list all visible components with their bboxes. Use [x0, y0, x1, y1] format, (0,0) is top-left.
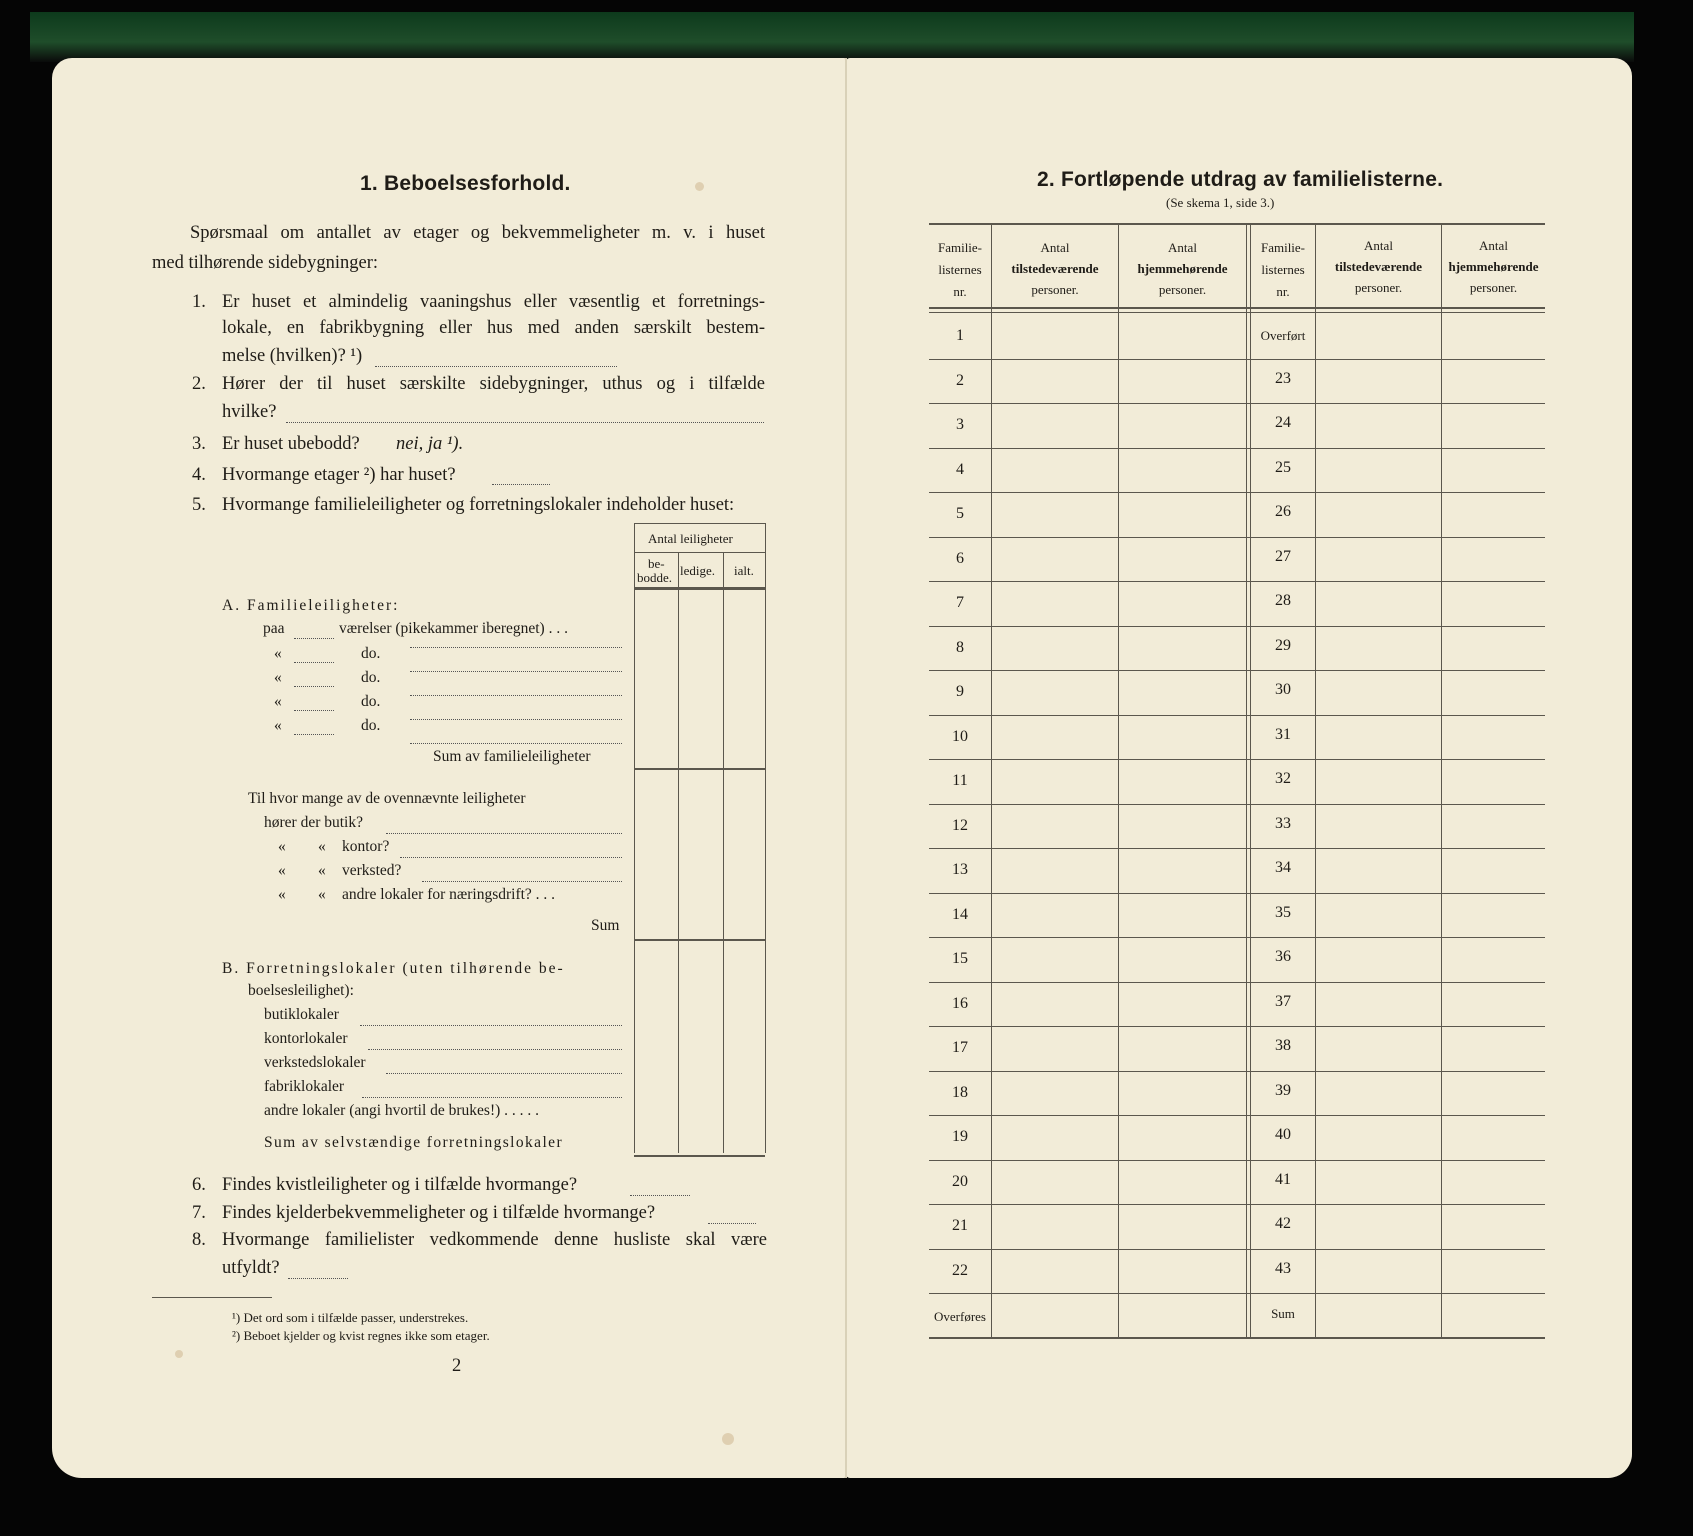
ditto-text: do.	[361, 645, 381, 662]
answer-line[interactable]	[375, 352, 617, 367]
count-cell-home[interactable]	[1119, 1026, 1246, 1071]
business-item: fabriklokaler	[264, 1078, 345, 1095]
answer-line[interactable]	[492, 470, 550, 485]
business-item: kontorlokaler	[264, 1030, 348, 1047]
family-list-number: 16	[952, 995, 968, 1012]
col-header-home: Antal	[1479, 238, 1508, 253]
family-list-number: 24	[1275, 414, 1291, 431]
count-cell-present[interactable]	[1316, 848, 1441, 893]
family-list-number: 30	[1275, 681, 1291, 698]
family-list-number: 29	[1275, 637, 1291, 654]
intro-line: Spørsmaal om antallet av etager og bekvemmeligheter m. v. i huset	[190, 223, 765, 243]
question-8-text: Hvormange familielister vedkommende denne husliste skal være	[222, 1230, 767, 1250]
family-list-number: 13	[952, 861, 968, 878]
count-cell-home[interactable]	[1442, 1071, 1545, 1116]
table-col-header: be-	[648, 556, 665, 571]
count-cell-present[interactable]	[992, 403, 1118, 448]
ditto-mark: «	[274, 717, 282, 734]
family-list-number: 40	[1275, 1126, 1291, 1143]
family-list-number: 21	[952, 1217, 968, 1234]
count-cell-home[interactable]	[1119, 359, 1246, 404]
footnote-divider	[152, 1297, 272, 1298]
sum-label: Sum	[1271, 1306, 1295, 1321]
family-list-number: 2	[956, 372, 964, 389]
sum-label: Sum	[591, 917, 620, 934]
answer-line[interactable]	[288, 1264, 348, 1279]
count-cell-home[interactable]	[1119, 893, 1246, 938]
family-list-number: 41	[1275, 1171, 1291, 1188]
col-header-present: tilstedeværende	[1011, 261, 1099, 276]
count-cell-home[interactable]	[1442, 1204, 1545, 1249]
question-4-text: Hvormange etager ²) har huset?	[222, 465, 456, 485]
answer-line[interactable]	[708, 1209, 756, 1224]
family-list-number: 20	[952, 1173, 968, 1190]
count-cell-present[interactable]	[992, 937, 1118, 982]
count-cell-home[interactable]	[1119, 982, 1246, 1027]
family-list-number: 15	[952, 950, 968, 967]
question-number: 8.	[192, 1230, 206, 1250]
count-cell-present[interactable]	[1316, 1026, 1441, 1071]
count-cell-present[interactable]	[1316, 804, 1441, 849]
count-cell-present[interactable]	[992, 314, 1118, 359]
paper-stain	[722, 1433, 734, 1445]
count-cell-present[interactable]	[1316, 937, 1441, 982]
ditto-text: do.	[361, 717, 381, 734]
col-header-home: hjemmehørende	[1448, 259, 1539, 274]
count-cell-home[interactable]	[1119, 537, 1246, 582]
section-b-heading: boelsesleilighet):	[248, 982, 354, 999]
count-cell-present[interactable]	[992, 359, 1118, 404]
count-cell-home[interactable]	[1119, 848, 1246, 893]
count-cell-home[interactable]	[1442, 1249, 1545, 1294]
family-list-number: 17	[952, 1039, 968, 1056]
count-cell-home[interactable]	[1442, 982, 1545, 1027]
family-list-number: 35	[1275, 904, 1291, 921]
ditto-mark: «	[274, 693, 282, 710]
count-cell-home[interactable]	[1442, 537, 1545, 582]
count-cell-present[interactable]	[992, 1026, 1118, 1071]
count-cell-home[interactable]	[1119, 937, 1246, 982]
family-list-number: Overført	[1260, 328, 1306, 343]
question-number: 5.	[192, 495, 206, 515]
count-cell-present[interactable]	[1316, 448, 1441, 493]
page-fold	[845, 58, 847, 1478]
question-number: 6.	[192, 1175, 206, 1195]
family-list-number: 34	[1275, 859, 1291, 876]
question-7-text: Findes kjelderbekvemmeligheter og i tilfælde hvormange?	[222, 1203, 656, 1223]
count-cell-present[interactable]	[992, 448, 1118, 493]
section-b-heading: B. Forretningslokaler (uten tilhørende be-	[222, 960, 565, 977]
shop-label: andre lokaler for næringsdrift? . . .	[342, 886, 556, 903]
count-cell-present[interactable]	[1316, 1204, 1441, 1249]
count-cell-home[interactable]	[1442, 314, 1545, 359]
count-cell-present[interactable]	[992, 804, 1118, 849]
count-cell-home[interactable]	[1442, 670, 1545, 715]
count-cell-present[interactable]	[1316, 759, 1441, 804]
footnote: ²) Beboet kjelder og kvist regnes ikke som etager.	[232, 1328, 490, 1343]
table-col-header: bodde.	[637, 570, 673, 585]
col-header-present: Antal	[1364, 238, 1393, 253]
family-list-number: 31	[1275, 726, 1291, 743]
count-cell-home[interactable]	[1119, 1115, 1246, 1160]
family-list-number: 23	[1275, 370, 1291, 387]
count-cell-present[interactable]	[992, 982, 1118, 1027]
ditto-mark: «	[278, 862, 286, 879]
family-list-number: 28	[1275, 592, 1291, 609]
question-3-options[interactable]: nei, ja ¹).	[396, 434, 464, 454]
question-2-text: hvilke?	[222, 402, 277, 422]
question-number: 3.	[192, 434, 206, 454]
col-header-present: personer.	[1031, 282, 1079, 297]
count-cell-home[interactable]	[1442, 804, 1545, 849]
count-cell-present[interactable]	[992, 626, 1118, 671]
family-list-number: 26	[1275, 503, 1291, 520]
family-list-number: 27	[1275, 548, 1291, 565]
count-cell-home[interactable]	[1119, 314, 1246, 359]
count-cell-home[interactable]	[1442, 1115, 1545, 1160]
ditto-text: do.	[361, 669, 381, 686]
col-header-nr: Familie-	[937, 240, 983, 255]
count-cell-home[interactable]	[1119, 1249, 1246, 1294]
count-cell-present[interactable]	[992, 1071, 1118, 1116]
count-cell-home[interactable]	[1119, 581, 1246, 626]
family-list-number: 42	[1275, 1215, 1291, 1232]
count-cell-home[interactable]	[1442, 492, 1545, 537]
family-list-number: 22	[952, 1262, 968, 1279]
count-cell-present[interactable]	[1316, 670, 1441, 715]
question-number: 4.	[192, 465, 206, 485]
count-cell-present[interactable]	[992, 715, 1118, 760]
business-item: andre lokaler (angi hvortil de brukes!) . . . . .	[264, 1102, 540, 1119]
count-cell-present[interactable]	[992, 581, 1118, 626]
question-number: 7.	[192, 1203, 206, 1223]
count-cell-home[interactable]	[1119, 626, 1246, 671]
family-list-number: 33	[1275, 815, 1291, 832]
family-list-number: 39	[1275, 1082, 1291, 1099]
family-list-number: 14	[952, 906, 968, 923]
shop-label: kontor?	[342, 838, 390, 855]
col-header-nr: Familie-	[1260, 240, 1306, 255]
family-list-number: 12	[952, 817, 968, 834]
count-cell-home[interactable]	[1442, 759, 1545, 804]
family-list-number: 38	[1275, 1037, 1291, 1054]
count-cell-home[interactable]	[1119, 715, 1246, 760]
section-title-family-lists: 2. Fortløpende utdrag av familielisterne.	[1037, 168, 1444, 191]
family-list-number: 5	[956, 505, 964, 522]
answer-line[interactable]	[630, 1181, 690, 1196]
count-cell-present[interactable]	[1316, 1115, 1441, 1160]
count-cell-present[interactable]	[1316, 1160, 1441, 1205]
family-list-number: 3	[956, 416, 964, 433]
family-list-number: 9	[956, 683, 964, 700]
count-cell-present[interactable]	[1316, 492, 1441, 537]
col-header-nr: nr.	[1276, 284, 1290, 299]
question-5-text: Hvormange familieleiligheter og forretningslokaler indeholder huset:	[222, 495, 735, 515]
count-cell-present[interactable]	[992, 537, 1118, 582]
shop-label: hører der butik?	[264, 814, 363, 831]
count-cell-home[interactable]	[1442, 715, 1545, 760]
question-number: 2.	[192, 374, 206, 394]
col-header-present: Antal	[1040, 240, 1070, 255]
count-cell-home[interactable]	[1119, 804, 1246, 849]
count-cell-present[interactable]	[1316, 314, 1441, 359]
count-cell-present[interactable]	[992, 759, 1118, 804]
answer-line[interactable]	[294, 648, 334, 663]
answer-line[interactable]	[294, 696, 334, 711]
count-cell-home[interactable]	[1119, 492, 1246, 537]
count-cell-present[interactable]	[992, 848, 1118, 893]
business-item: butiklokaler	[264, 1006, 339, 1023]
answer-line[interactable]	[294, 720, 334, 735]
count-cell-home[interactable]	[1442, 448, 1545, 493]
count-cell-home[interactable]	[1119, 670, 1246, 715]
count-cell-home[interactable]	[1442, 848, 1545, 893]
ditto-mark: «	[274, 645, 282, 662]
question-number: 1.	[192, 292, 206, 312]
count-cell-present[interactable]	[1316, 1071, 1441, 1116]
family-list-number: 6	[956, 550, 964, 567]
table-col-header: ialt.	[734, 563, 754, 578]
count-cell-home[interactable]	[1442, 1026, 1545, 1071]
sum-label: Sum av selvstændige forretningslokaler	[264, 1134, 564, 1151]
family-list-number: 25	[1275, 459, 1291, 476]
count-cell-home[interactable]	[1442, 937, 1545, 982]
count-cell-present[interactable]	[992, 1204, 1118, 1249]
count-cell-home[interactable]	[1442, 893, 1545, 938]
family-list-number: 32	[1275, 770, 1291, 787]
section-subtitle: (Se skema 1, side 3.)	[1166, 195, 1275, 210]
count-cell-home[interactable]	[1442, 359, 1545, 404]
business-item: verkstedslokaler	[264, 1054, 366, 1071]
question-1-text: Er huset et almindelig vaaningshus eller væsentlig et forretnings-	[222, 292, 765, 312]
col-header-present: personer.	[1354, 280, 1403, 295]
count-cell-present[interactable]	[992, 1115, 1118, 1160]
count-cell-present[interactable]	[1316, 893, 1441, 938]
row-label: værelser (pikekammer iberegnet) . . .	[339, 620, 568, 637]
ditto-mark: «	[318, 862, 326, 879]
paper-stain	[175, 1350, 183, 1358]
count-cell-home[interactable]	[1442, 626, 1545, 671]
count-cell-home[interactable]	[1119, 448, 1246, 493]
section-title-housing: 1. Beboelsesforhold.	[360, 172, 571, 195]
ditto-mark: «	[318, 886, 326, 903]
family-list-number: 37	[1275, 993, 1291, 1010]
count-cell-home[interactable]	[1442, 403, 1545, 448]
ditto-mark: «	[278, 886, 286, 903]
question-1-text: melse (hvilken)? ¹)	[222, 346, 363, 366]
count-cell-home[interactable]	[1119, 759, 1246, 804]
count-cell-home[interactable]	[1119, 1160, 1246, 1205]
shop-label: verksted?	[342, 862, 402, 879]
page-number: 2	[452, 1356, 462, 1376]
count-cell-present[interactable]	[992, 1160, 1118, 1205]
carry-forward-label: Overføres	[934, 1309, 986, 1324]
col-header-nr: listernes	[938, 262, 982, 277]
ditto-mark: «	[278, 838, 286, 855]
count-cell-present[interactable]	[1316, 537, 1441, 582]
col-header-home: Antal	[1168, 240, 1197, 255]
sum-label: Sum av familieleiligheter	[433, 748, 591, 765]
answer-line[interactable]	[286, 408, 764, 423]
table-group-header: Antal leiligheter	[648, 531, 733, 546]
paper-stain	[695, 182, 704, 191]
count-cell-present[interactable]	[1316, 1249, 1441, 1294]
count-cell-present[interactable]	[992, 893, 1118, 938]
question-8-text: utfyldt?	[222, 1258, 280, 1278]
family-list-number: 10	[952, 728, 968, 745]
count-cell-present[interactable]	[1316, 581, 1441, 626]
col-header-present: tilstedeværende	[1334, 259, 1423, 274]
count-cell-present[interactable]	[1316, 982, 1441, 1027]
ditto-mark: «	[274, 669, 282, 686]
col-header-home: personer.	[1469, 280, 1518, 295]
family-list-number: 11	[952, 772, 968, 789]
count-cell-home[interactable]	[1119, 1204, 1246, 1249]
family-list-number: 36	[1275, 948, 1291, 965]
row-prefix: paa	[263, 620, 285, 637]
family-list-number: 43	[1275, 1260, 1291, 1277]
count-cell-home[interactable]	[1442, 581, 1545, 626]
scan-top-band	[30, 12, 1634, 62]
count-cell-present[interactable]	[1316, 626, 1441, 671]
family-list-number: 8	[956, 639, 964, 656]
question-2-text: Hører der til huset særskilte sidebygninger, uthus og i tilfælde	[222, 374, 765, 394]
question-3-text: Er huset ubebodd?	[222, 434, 360, 454]
ditto-text: do.	[361, 693, 381, 710]
count-cell-home[interactable]	[1119, 1071, 1246, 1116]
answer-line[interactable]	[294, 624, 334, 639]
question-6-text: Findes kvistleiligheter og i tilfælde hvormange?	[222, 1175, 578, 1195]
intro-line: med tilhørende sidebygninger:	[152, 253, 379, 273]
col-header-nr: nr.	[953, 284, 967, 299]
count-cell-present[interactable]	[992, 492, 1118, 537]
count-cell-present[interactable]	[1316, 359, 1441, 404]
col-header-home: hjemmehørende	[1137, 261, 1228, 276]
family-list-number: 7	[956, 594, 964, 611]
ditto-mark: «	[318, 838, 326, 855]
col-header-home: personer.	[1158, 282, 1207, 297]
count-cell-present[interactable]	[1316, 715, 1441, 760]
table-col-header: ledige.	[680, 563, 716, 578]
family-list-number: 19	[952, 1128, 968, 1145]
family-list-number: 18	[952, 1084, 968, 1101]
shop-question: Til hvor mange av de ovennævnte leiligheter	[248, 790, 526, 807]
count-cell-present[interactable]	[992, 670, 1118, 715]
family-list-number: 1	[956, 327, 964, 344]
question-1-text: lokale, en fabrikbygning eller hus med anden særskilt bestem-	[222, 318, 765, 338]
count-cell-home[interactable]	[1119, 403, 1246, 448]
answer-line[interactable]	[294, 672, 334, 687]
count-cell-present[interactable]	[1316, 403, 1441, 448]
section-a-heading: A. Familieleiligheter:	[222, 597, 400, 614]
count-cell-home[interactable]	[1442, 1160, 1545, 1205]
col-header-nr: listernes	[1261, 262, 1305, 277]
family-list-number: 4	[956, 461, 964, 478]
count-cell-present[interactable]	[992, 1249, 1118, 1294]
footnote: ¹) Det ord som i tilfælde passer, understrekes.	[232, 1310, 469, 1325]
